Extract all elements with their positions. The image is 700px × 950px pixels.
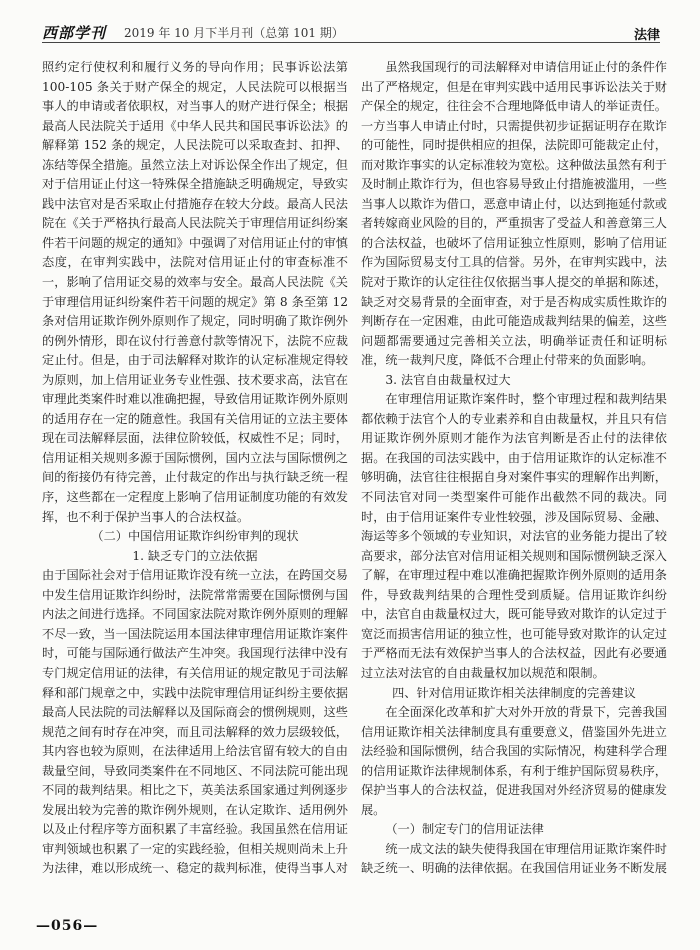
right-paragraph: 在审理信用证欺诈案件时，整个审理过程和裁判结果都依赖于法官个人的专业素养和自由裁量权，并且只有信用证欺诈例外原则才能作为法官判断是否止付的法律依据。在我国的司法实践中，由于信用证欺诈的认定标准不够明确，法官往往根据自身对案件事实的理解作出判断，不同法官对同一类型案件可能作出截然不同的裁决。同时，由于信用证案件专业性较强，涉及国际贸易、金融、海运等多个领域的专业知识，对法官的业务能力提出了较高要求，部分法官对信用证相关规则和国际惯例缺乏深入了解，在审理过程中难以准确把握欺诈例外原则的适用条件，导致裁判结果的合理性受到质疑。信用证欺诈纠纷中，法官自由裁量权过大，既可能导致对欺诈的认定过于宽泛而损害信用证的独立性，也可能导致对欺诈的认定过于严格而无法有效保护当事人的合法权益，因此有必要通过立法对法官的自由裁量权加以规范和限制。 (361, 392, 667, 680)
right-heading: 四、针对信用证欺诈相关法律制度的完善建议 (392, 685, 636, 700)
right-paragraph: 在全面深化改革和扩大对外开放的背景下，完善我国信用证欺诈相关法律制度具有重要意义，借鉴国外先进立法经验和国际惯例，结合我国的实际情况，构建科学合理的信用证欺诈法律规制体系，有利于维护国际贸易秩序，保护当事人的合法权益，促进我国对外经济贸易的健康发展。 (361, 705, 667, 817)
right-paragraph: 虽然我国现行的司法解释对申请信用证止付的条件作出了严格规定，但是在审判实践中适用民事诉讼法关于财产保全的规定，往往会不合理地降低申请人的举证责任。一方当事人申请止付时，只需提供初步证据证明存在欺诈的可能性，同时提供相应的担保，法院即可能裁定止付，而对欺诈事实的认定标准较为宽松。这种做法虽然有利于及时制止欺诈行为，但也容易导致止付措施被滥用，一些当事人以欺诈为借口，恶意申请止付，以达到拖延付款或者转嫁商业风险的目的，严重损害了受益人和善意第三人的合法权益，也破坏了信用证独立性原则，影响了信用证作为国际贸易支付工具的信誉。另外，在审判实践中，法院对于欺诈的认定往往仅依据当事人提交的单据和陈述，缺乏对交易背景的全面审查，对于是否构成实质性欺诈的判断存在一定困难，由此可能造成裁判结果的偏差，这些问题都需要通过完善相关立法，明确举证责任和证明标准，统一裁判尺度，降低不合理止付带来的负面影响。 (361, 60, 667, 368)
left-heading: 1. 缺乏专门的立法依据 (132, 548, 258, 563)
section-name: 法律 (633, 28, 660, 43)
left-column (42, 58, 348, 876)
left-paragraph: 照约定行使权利和履行义务的导向作用；民事诉讼法第 100-105 条关于财产保全的规定，人民法院可以根据当事人的申请或者依职权，对当事人的财产进行保全；根据最高人民法院关于适用《中华人民共和国民事诉讼法》的解释第 152 条的规定，人民法院可以采取查封、扣押、冻结等保全措施。虽然立法上对诉讼保全作出了规定，但对于信用证止付这一特殊保全措施缺乏明确规定，导致实践中法官对是否采取止付措施存在较大分歧。最高人民法院在《关于严格执行最高人民法院关于审理信用证纠纷案件若干问题的规定的通知》中强调了对信用证止付的审慎态度，在审判实践中，法院对信用证止付的审查标准不一，影响了信用证交易的效率与安全。最高人民法院《关于审理信用证纠纷案件若干问题的规定》第 8 条至第 12 条对信用证欺诈例外原则作了规定，同时明确了欺诈例外的例外情形，即在议付行善意付款等情况下，法院不应裁定止付。但是，由于司法解释对欺诈的认定标准规定得较为原则，加上信用证业务专业性强、技术要求高，法官在审理此类案件时难以准确把握，导致信用证欺诈例外原则的适用存在一定的随意性。我国有关信用证的立法主要体现在司法解释层面，法律位阶较低，权威性不足；同时，信用证相关规则多源于国际惯例，国内立法与国际惯例之间的衔接仍有待完善，止付裁定的作出与执行缺乏统一程序，这些都在一定程度上影响了信用证制度功能的有效发挥，也不利于保护当事人的合法权益。 (42, 60, 348, 524)
right-paragraph: 统一成文法的缺失使得我国在审理信用证欺诈案件时缺乏统一、明确的法律依据。在我国信用证业务不断发展 (361, 841, 667, 876)
right-heading: （一）制定专门的信用证法律 (385, 822, 544, 837)
journal-logo: 西部学刊 (42, 24, 107, 42)
issue-info: 2019 年 10 月下半月刊（总第 101 期） (124, 26, 344, 40)
right-column (361, 58, 667, 876)
left-paragraph: 由于国际社会对于信用证欺诈没有统一立法，在跨国交易中发生信用证欺诈纠纷时，法院常常需要在国际惯例与国内法之间进行选择。不同国家法院对欺诈例外原则的理解不尽一致，当一国法院运用本国法律审理信用证欺诈案件时，可能与国际通行做法产生冲突。我国现行法律中没有专门规定信用证的法律，有关信用证的规定散见于司法解释和部门规章之中，实践中法院审理信用证纠纷主要依据最高人民法院的司法解释以及国际商会的惯例规则，这些规范之间有时存在冲突，而且司法解释的效力层级较低，其内容也较为原则，在法律适用上给法官留有较大的自由裁量空间，导致同类案件在不同地区、不同法院可能出现不同的裁判结果。相比之下，英美法系国家通过判例逐步发展出较为完善的欺诈例外规则，在认定欺诈、适用例外以及止付程序等方面积累了丰富经验。我国虽然在信用证审判领域也积累了一定的实践经验，但相关规则尚未上升为法律，难以形成统一、稳定的裁判标准，使得当事人对 (42, 568, 348, 876)
header-divider (42, 42, 660, 43)
page-number: —056— (36, 918, 99, 934)
right-heading: 3. 法官自由裁量权过大 (385, 372, 511, 387)
left-heading: （二）中国信用证欺诈纠纷审判的现状 (91, 529, 299, 544)
